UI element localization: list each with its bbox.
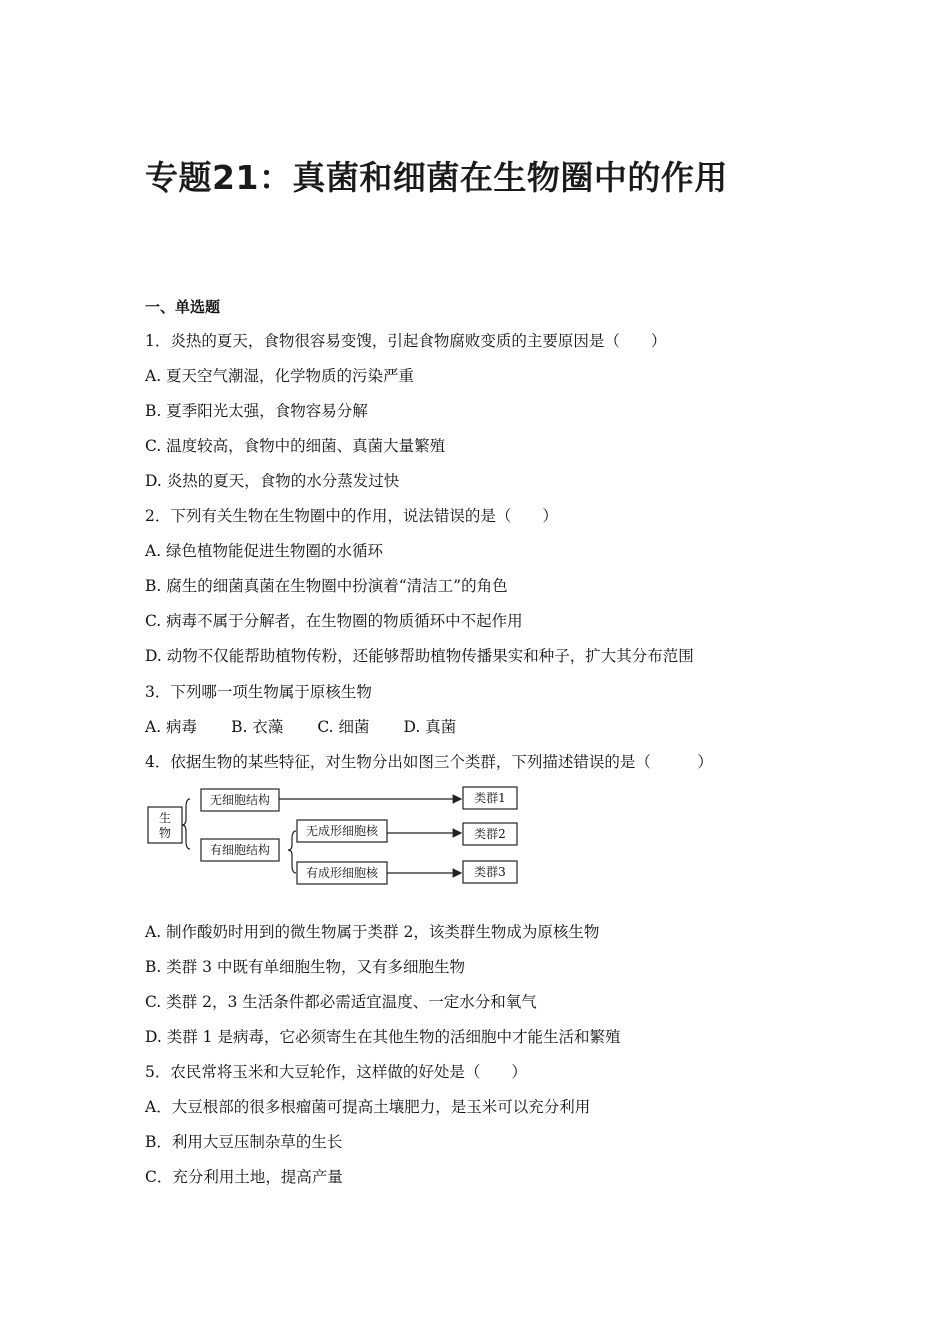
question-2-option-c: C. 病毒不属于分解者，在生物圈的物质循环中不起作用	[145, 612, 523, 630]
question-3-option-a: A. 病毒	[145, 718, 198, 736]
diagram-label-root-1: 生	[158, 811, 172, 825]
question-5-stem: 5．农民常将玉米和大豆轮作，这样做的好处是（ ）	[145, 1063, 527, 1081]
diagram-label-no-nucleus: 无成形细胞核	[305, 824, 379, 838]
diagram-label-group3: 类群3	[474, 865, 506, 879]
question-3-option-d: D. 真菌	[403, 718, 457, 736]
question-3-options	[145, 715, 490, 737]
section-heading: 一、单选题	[145, 298, 221, 316]
question-1-option-d: D. 炎热的夏天，食物的水分蒸发过快	[145, 472, 400, 490]
question-2-option-b: B. 腐生的细菌真菌在生物圈中扮演着“清洁工”的角色	[145, 577, 508, 595]
diagram-label-root-2: 物	[158, 826, 172, 840]
page-title: 专题21：真菌和细菌在生物圈中的作用	[145, 158, 728, 197]
diagram-label-has-cell: 有细胞结构	[209, 843, 271, 857]
question-2-option-a: A. 绿色植物能促进生物圈的水循环	[145, 542, 384, 560]
question-5-option-c: C．充分利用土地，提高产量	[145, 1168, 343, 1186]
diagram-brace-root	[182, 799, 190, 849]
diagram-brace-cell	[288, 831, 296, 873]
diagram-label-group1: 类群1	[474, 791, 506, 805]
question-5-option-a: A．大豆根部的很多根瘤菌可提高土壤肥力，是玉米可以充分利用	[145, 1098, 591, 1116]
question-4-option-b: B. 类群 3 中既有单细胞生物，又有多细胞生物	[145, 958, 465, 976]
diagram-label-group2: 类群2	[474, 827, 506, 841]
question-4-option-a: A. 制作酸奶时用到的微生物属于类群 2，该类群生物成为原核生物	[145, 923, 600, 941]
question-1-option-b: B. 夏季阳光太强，食物容易分解	[145, 402, 368, 420]
question-5-option-b: B．利用大豆压制杂草的生长	[145, 1133, 343, 1151]
diagram-label-has-nucleus: 有成形细胞核	[305, 866, 379, 880]
question-2-option-d: D. 动物不仅能帮助植物传粉，还能够帮助植物传播果实和种子，扩大其分布范围	[145, 647, 694, 665]
question-1-option-a: A. 夏天空气潮湿，化学物质的污染严重	[145, 367, 415, 385]
question-4-option-d: D. 类群 1 是病毒，它必须寄生在其他生物的活细胞中才能生活和繁殖	[145, 1028, 621, 1046]
question-2-stem: 2．下列有关生物在生物圈中的作用，说法错误的是（ ）	[145, 507, 558, 525]
question-4-stem: 4．依据生物的某些特征，对生物分出如图三个类群，下列描述错误的是（ ）	[145, 753, 713, 771]
classification-diagram	[145, 783, 525, 893]
question-3-stem: 3．下列哪一项生物属于原核生物	[145, 683, 372, 701]
question-4-option-c: C. 类群 2，3 生活条件都必需适宜温度、一定水分和氧气	[145, 993, 537, 1011]
question-1-stem: 1．炎热的夏天，食物很容易变馊，引起食物腐败变质的主要原因是（ ）	[145, 332, 667, 350]
diagram-label-no-cell: 无细胞结构	[209, 793, 271, 807]
question-3-option-c: C. 细菌	[317, 718, 370, 736]
question-3-option-b: B. 衣藻	[231, 718, 284, 736]
question-1-option-c: C. 温度较高，食物中的细菌、真菌大量繁殖	[145, 437, 446, 455]
